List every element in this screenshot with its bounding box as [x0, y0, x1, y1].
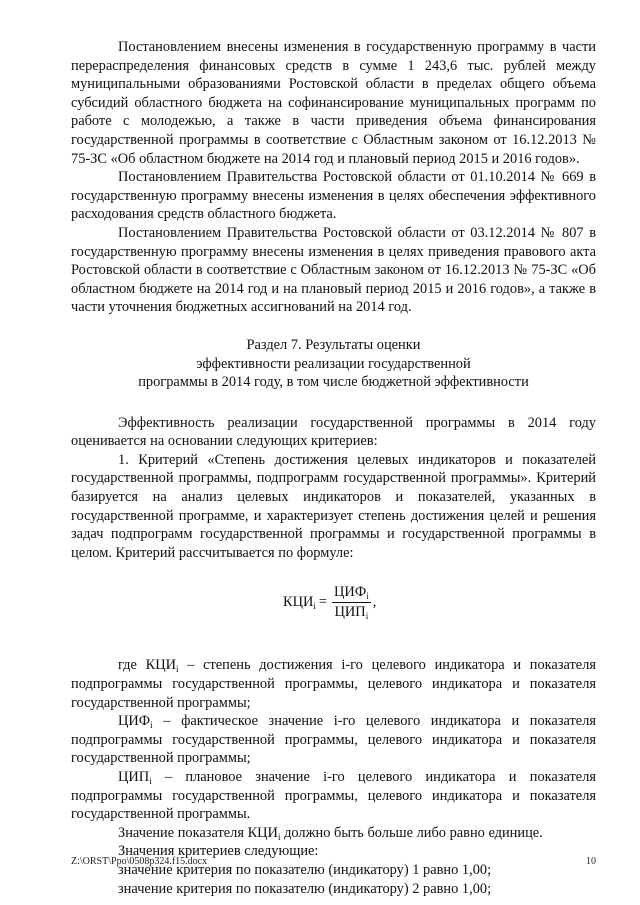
paragraph: Постановлением Правительства Ростовской области от 01.10.2014 № 669 в государственную программу внесены изменения в целях обеспечения эффективного расходования средств областного бюджета.	[71, 169, 596, 223]
definition-cif: $ЦИФ_i$ – фактическое значение i-го целевого индикатора и показателя подпрограммы государственной программы, целевого индикатора и показателя государственной программы;	[71, 713, 596, 767]
paragraph: Постановлением Правительства Ростовской области от 03.12.2014 № 807 в государственную программу внесены изменения в целях приведения правового акта Ростовской области в соответствие с Областным законом от 16.12.2013 № 75-ЗС «Об областном бюджете на 2014 год и на плановый период 2015 и 2016 годов», а также в части уточнения бюджетных ассигнований на 2014 год.	[71, 224, 596, 316]
intro-paragraph: Эффективность реализации государственной программы в 2014 году оценивается на основании следующих критериев:	[71, 414, 596, 450]
section-heading-line: эффективности реализации государственной	[196, 355, 471, 372]
section-heading	[71, 336, 596, 392]
definition-cip: $ЦИП_i$ – плановое значение i-го целевого индикатора и показателя подпрограммы государственной программы, целевого индикатора и показателя государственной программы.	[71, 769, 596, 823]
criteria-value-item: значение критерия по показателю (индикатору) 1 равно 1,00;	[118, 861, 492, 878]
criterion-paragraph: 1. Критерий «Степень достижения целевых индикаторов и показателей государственной программы, подпрограмм государственной программы». Критерий базируется на анализ целевых индикаторов и показателей, указанных в государственной программе, и характеризует степень достижения целей и решения задач подпрограмм государственной программы и государственной программы в целом. Критерий рассчитывается по формуле:	[71, 451, 596, 561]
formula-fraction	[332, 584, 371, 621]
criteria-value-item: значение критерия по показателю (индикатору) 2 равно 1,00;	[118, 880, 492, 897]
section-heading-line: программы в 2014 году, в том числе бюджетной эффективности	[138, 374, 529, 391]
formula	[71, 578, 596, 626]
page-number: 10	[586, 856, 596, 867]
document-body	[71, 38, 596, 898]
formula-lhs: $КЦИ_i$	[283, 594, 316, 612]
formula-comma: ,	[372, 594, 377, 611]
criteria-values-intro: Значения критериев следующие:	[118, 843, 319, 860]
section-heading-line: Раздел 7. Результаты оценки	[246, 336, 421, 353]
value-requirement: Значение показателя $КЦИ_i$ должно быть больше либо равно единице.	[118, 824, 543, 842]
file-path: Z:\ORST\Ppo\0508p324.f15.docx	[71, 856, 208, 867]
definition-kci: где $КЦИ_i$ – степень достижения i-го целевого индикатора и показателя подпрограммы государственной программы, целевого индикатора и показателя государственной программы;	[71, 657, 596, 711]
formula-equals: =	[318, 594, 328, 611]
paragraph: Постановлением внесены изменения в государственную программу в части перераспределения финансовых средств в сумме 1 243,6 тыс. рублей между муниципальными образованиями Ростовской области в пределах общего объема субсидий областного бюджета на софинансирование муниципальных программ по работе с молодежью, а также в части приведения объема финансирования государственной программы в соответствие с Областным законом от 16.12.2013 № 75-ЗС «Об областном бюджете на 2014 год и плановый период 2015 и 2016 годов».	[71, 39, 596, 167]
formula-numerator: $ЦИФ_i$	[334, 583, 369, 601]
formula-denominator: $ЦИП_i$	[334, 603, 369, 621]
